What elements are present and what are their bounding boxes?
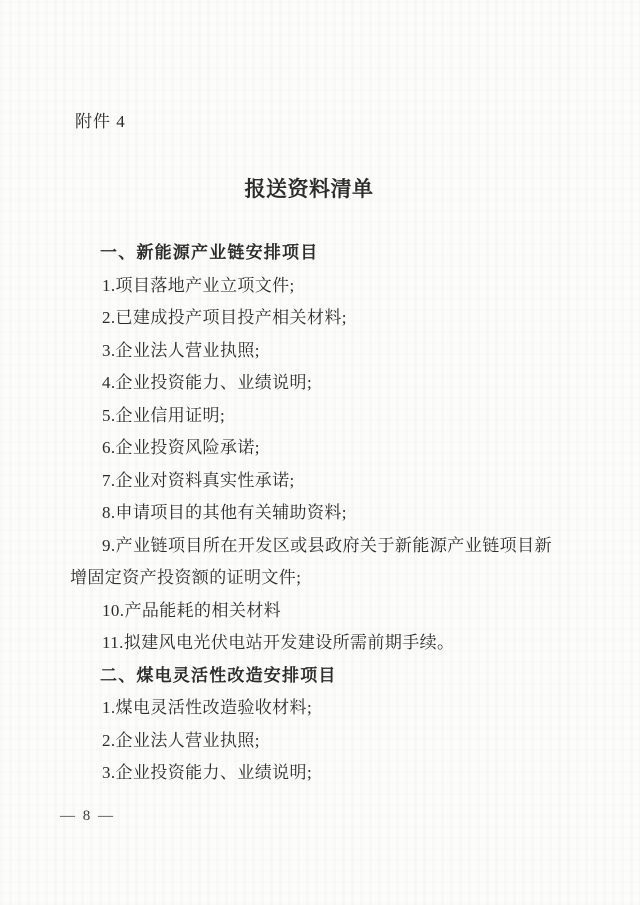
page-number: — 8 — [60, 808, 115, 824]
list-item: 5.企业信用证明; [102, 405, 226, 425]
page-title: 报送资料清单 [244, 177, 374, 201]
section-heading: 二、煤电灵活性改造安排项目 [100, 665, 337, 685]
list-item: 7.企业对资料真实性承诺; [102, 470, 295, 490]
list-item: 1.煤电灵活性改造验收材料; [102, 698, 313, 717]
list-item: 4.企业投资能力、业绩说明; [102, 373, 313, 392]
list-item: 9.产业链项目所在开发区或县政府关于新能源产业链项目新增固定资产投资额的证明文件; [70, 535, 552, 587]
list-item: 3.企业法人营业执照; [102, 340, 260, 360]
section-heading: 一、新能源产业链安排项目 [100, 243, 319, 262]
list-item: 2.企业法人营业执照; [102, 730, 260, 750]
list-item: 2.已建成投产项目投产相关材料; [102, 308, 347, 327]
list-item: 10.产品能耗的相关材料 [102, 600, 282, 620]
list-item: 11.拟建风电光伏电站开发建设所需前期手续。 [102, 633, 455, 652]
list-item: 8.申请项目的其他有关辅助资料; [102, 503, 347, 522]
list-item: 6.企业投资风险承诺; [102, 438, 260, 457]
list-item: 3.企业投资能力、业绩说明; [102, 763, 313, 782]
document-body [70, 237, 552, 790]
list-item: 1.项目落地产业立项文件; [102, 275, 295, 295]
attachment-label: 附件 4 [75, 112, 126, 131]
